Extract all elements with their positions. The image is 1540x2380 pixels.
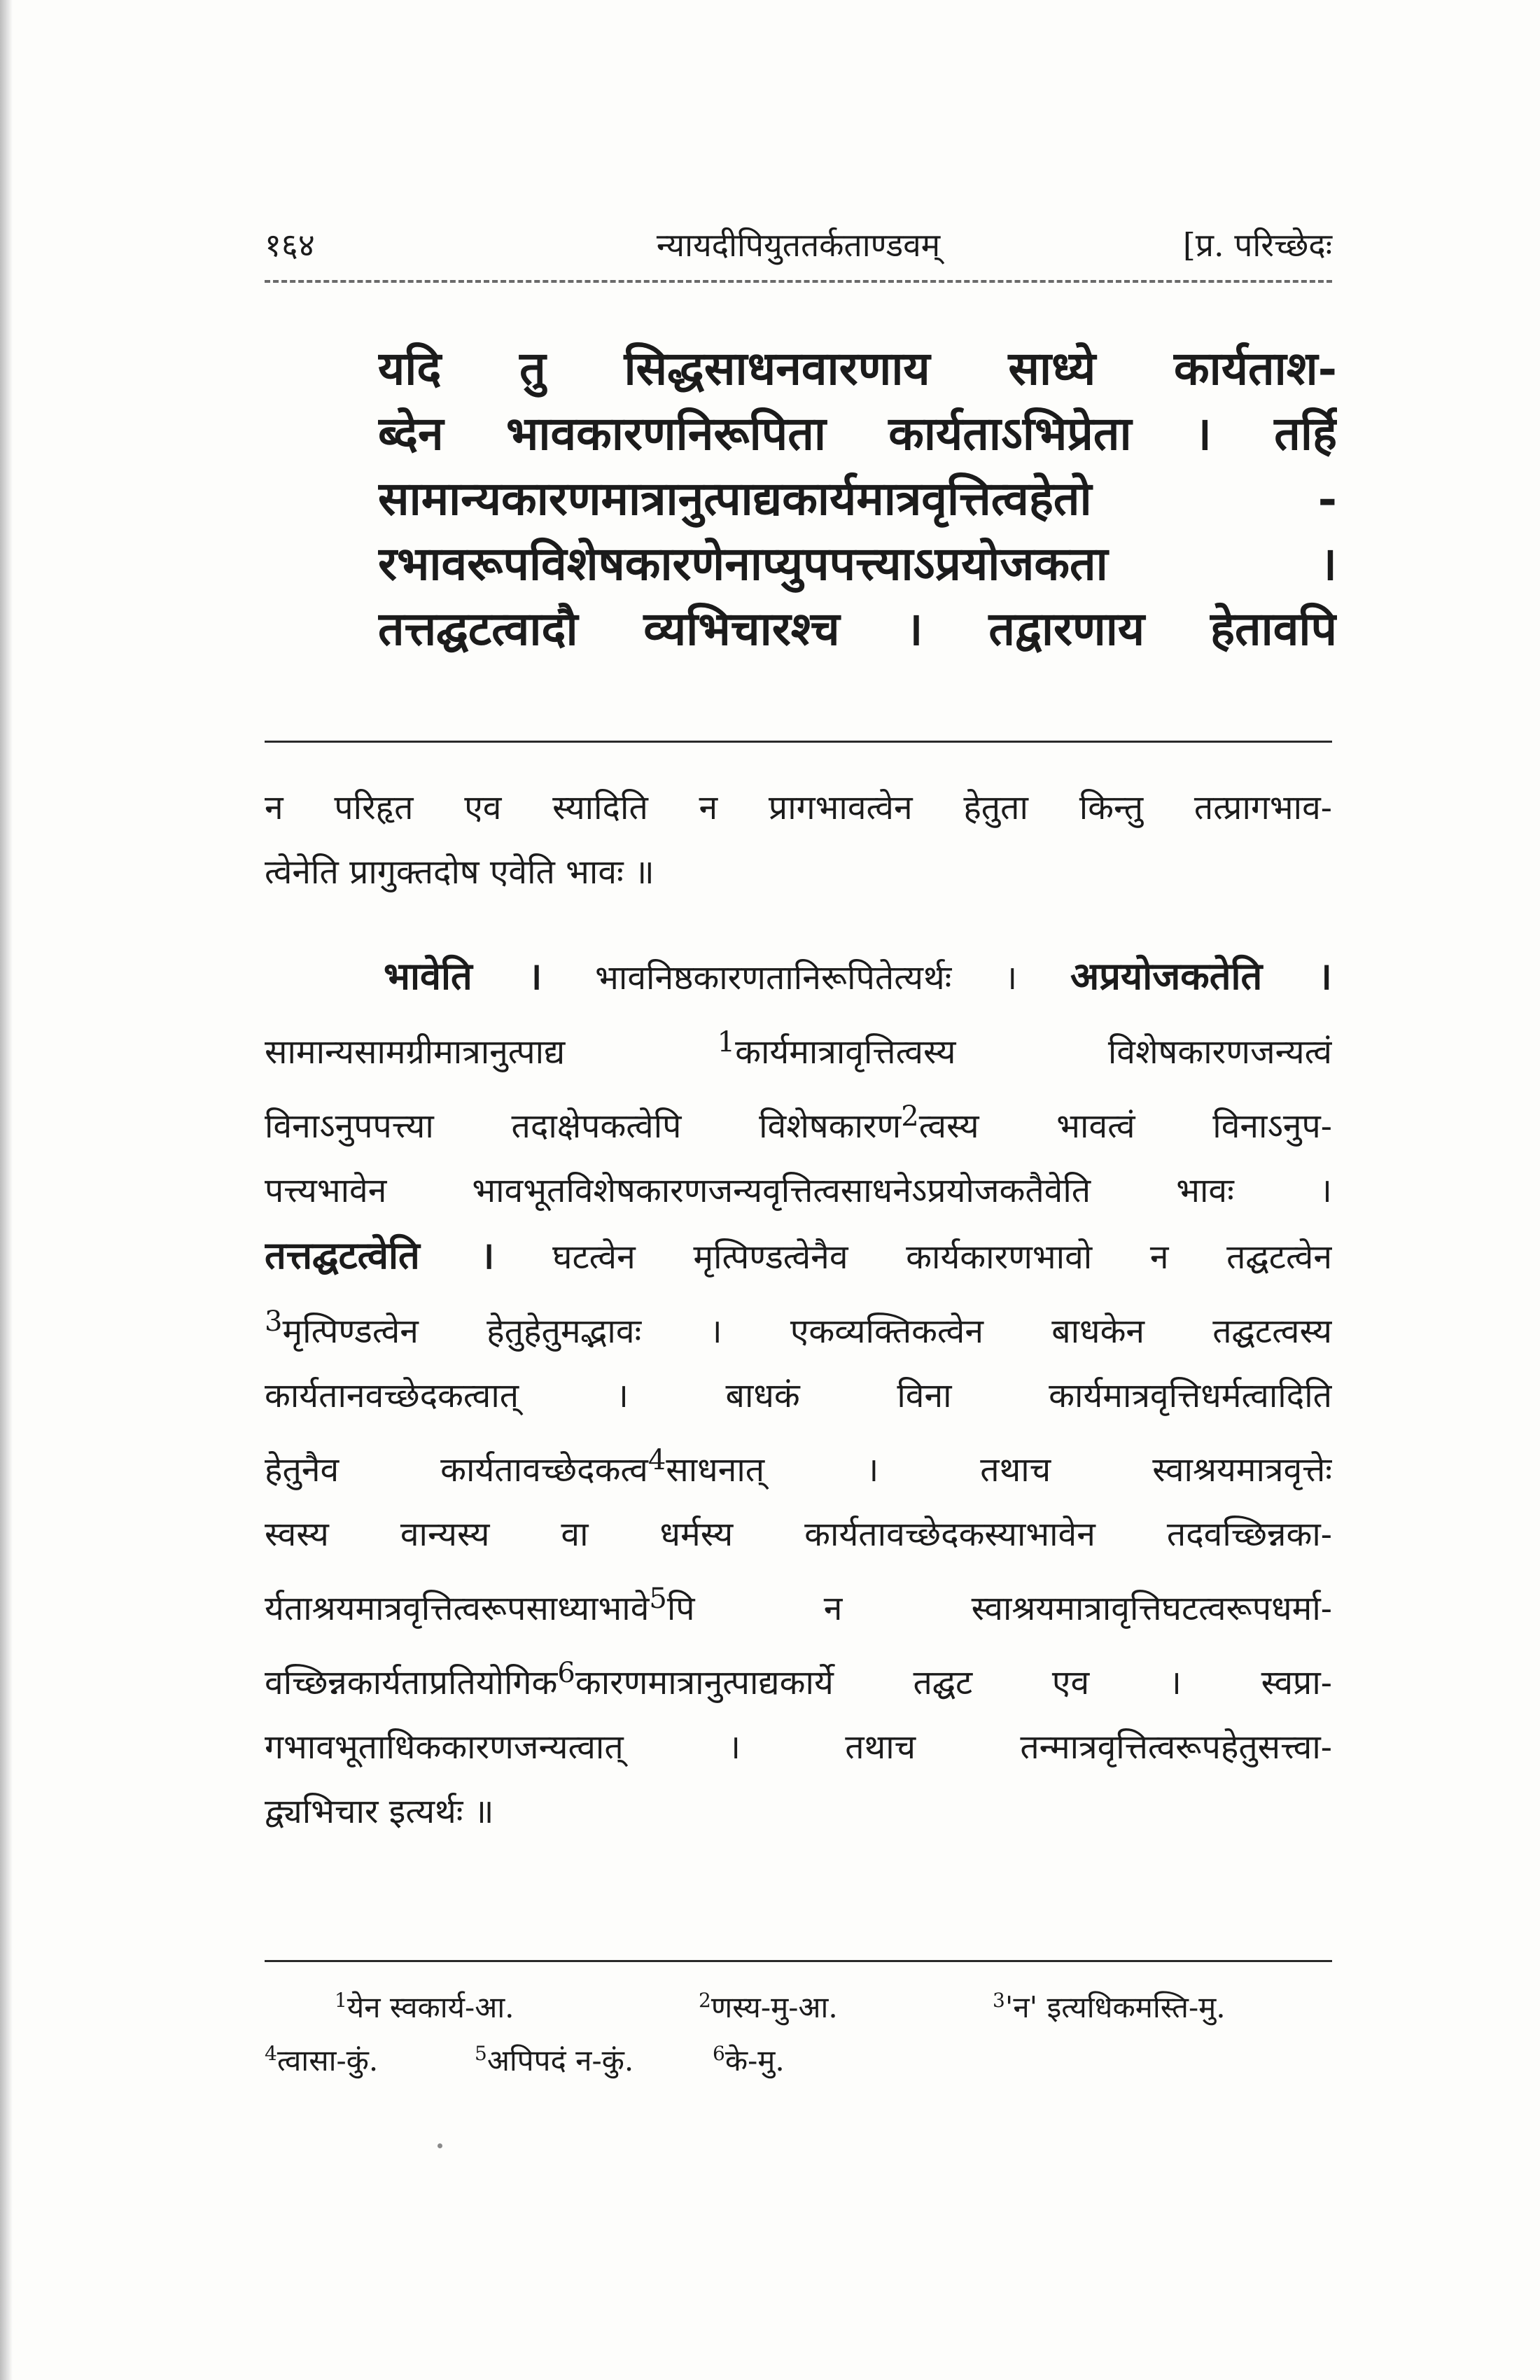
footnote-ref: 1 (717, 1026, 736, 1058)
verse-line: रभावरूपविशेषकारणेनाप्युपपत्त्याऽप्रयोजकता । (378, 536, 1337, 591)
verse-line: यदि तु सिद्धसाधनवारणाय साध्ये कार्यताश- (378, 341, 1337, 396)
verse-line: ब्देन भावकारणनिरूपिता कार्यताऽभिप्रेता । तर्हि (378, 406, 1337, 461)
commentary-line: द्व्यभिचार इत्यर्थः ॥ (265, 1792, 494, 1831)
commentary-line (265, 944, 1332, 1010)
commentary-line: त्वेनेति प्रागुक्तदोष एवेति भावः ॥ (265, 853, 654, 892)
commentary-line: विनाऽनुपपत्त्या तदाक्षेपकत्वेपि विशेषकारण$^2$त्वस्य भावत्वं विनाऽनुप- (265, 1100, 1332, 1146)
commentary-line: गभावभूताधिककारणजन्यत्वात् । तथाच तन्मात्रवृत्तित्वरूपहेतुसत्त्वा- (265, 1728, 1332, 1767)
commentary-line: वच्छिन्नकार्यताप्रतियोगिक$^6$कारणमात्रानुत्पाद्यकार्ये तद्घट एव । स्वप्रा- (265, 1657, 1332, 1702)
commentary-line: $^3$मृत्पिण्डत्वेन हेतुहेतुमद्भावः । एकव्यक्तिकत्वेन बाधकेन तद्घटत्वस्य (265, 1306, 1332, 1351)
section-label: [प्र. परिच्छेदः (1182, 226, 1332, 264)
lemma: तत्तद्घटत्वेति । (265, 1233, 495, 1278)
footnote: $^6$के-मु. (713, 2042, 785, 2078)
footnote: $^2$णस्य-मु-आ. (699, 1989, 838, 2024)
footnote-ref: 3 (265, 1306, 283, 1338)
footnote: $^5$अपिपदं न-कुं. (475, 2042, 634, 2078)
commentary-body (265, 944, 1332, 1844)
commentary-line: कार्यतानवच्छेदकत्वात् । बाधकं विना कार्यमात्रवृत्तिधर्मत्वादिति (265, 1376, 1332, 1415)
commentary-line: सामान्यसामग्रीमात्रानुत्पाद्य $^1$कार्यमात्रावृत्तित्वस्य विशेषकारणजन्यत्वं (265, 1026, 1332, 1072)
commentary-line: र्यताश्रयमात्रवृत्तित्वरूपसाध्याभावे$^5$पि न स्वाश्रयमात्रावृत्तिघटत्वरूपधर्मा- (265, 1583, 1332, 1628)
commentary-continuation (265, 776, 1332, 904)
footnote-row (265, 2027, 1332, 2080)
verse-block (378, 336, 1337, 662)
footnote: $^1$येन स्वकार्य-आ. (335, 1989, 514, 2024)
page-header (265, 220, 1332, 270)
commentary-line: पत्त्यभावेन भावभूतविशेषकारणजन्यवृत्तित्वसाधनेऽप्रयोजकतैवेति भावः । (265, 1171, 1332, 1210)
running-title: न्यायदीपियुततर्कताण्डवम् (656, 226, 941, 264)
footnote: $^4$त्वासा-कुं. (265, 2042, 379, 2078)
commentary-line: स्वस्य वान्यस्य वा धर्मस्य कार्यतावच्छेदकस्याभावेन तदवच्छिन्नका- (265, 1515, 1332, 1554)
page-binding-shadow (0, 0, 13, 2380)
footnote-divider (265, 1960, 1332, 1962)
lemma: भावेति । (384, 953, 542, 998)
lemma: अप्रयोजकतेति । (1070, 953, 1332, 998)
verse-line: तत्तद्घटत्वादौ व्यभिचारश्च । तद्वारणाय हेतावपि (378, 601, 1337, 656)
commentary-line: तत्तद्घटत्वेति । घटत्वेन मृत्पिण्डत्वेनैव कार्यकारणभावो न तद्घटत्वेन (265, 1233, 1332, 1278)
footnote-ref: 6 (557, 1657, 575, 1689)
commentary-line: हेतुनैव कार्यतावच्छेदकत्व$^4$साधनात् । तथाच स्वाश्रयमात्रवृत्तेः (265, 1444, 1332, 1490)
footnote-ref: 4 (648, 1444, 666, 1476)
paper-speck (438, 2143, 442, 2148)
footnote-ref: 2 (901, 1100, 919, 1133)
footnote: $^3$'न' इत्यधिकमस्ति-मु. (993, 1989, 1226, 2024)
footnote-ref: 5 (649, 1583, 667, 1615)
gloss: भावनिष्ठकारणतानिरूपितेत्यर्थः । (595, 958, 1018, 997)
footnotes (265, 1974, 1332, 2080)
page-number: १६४ (265, 226, 315, 264)
header-divider (265, 280, 1332, 283)
verse-line: सामान्यकारणमात्रानुत्पाद्यकार्यमात्रवृत्तित्वहेतो - (378, 471, 1337, 526)
footnote-row (265, 1974, 1332, 2027)
commentary-line: न परिहृत एव स्यादिति न प्रागभावत्वेन हेतुता किन्तु तत्प्रागभाव- (265, 788, 1332, 827)
verse-divider (265, 741, 1332, 743)
